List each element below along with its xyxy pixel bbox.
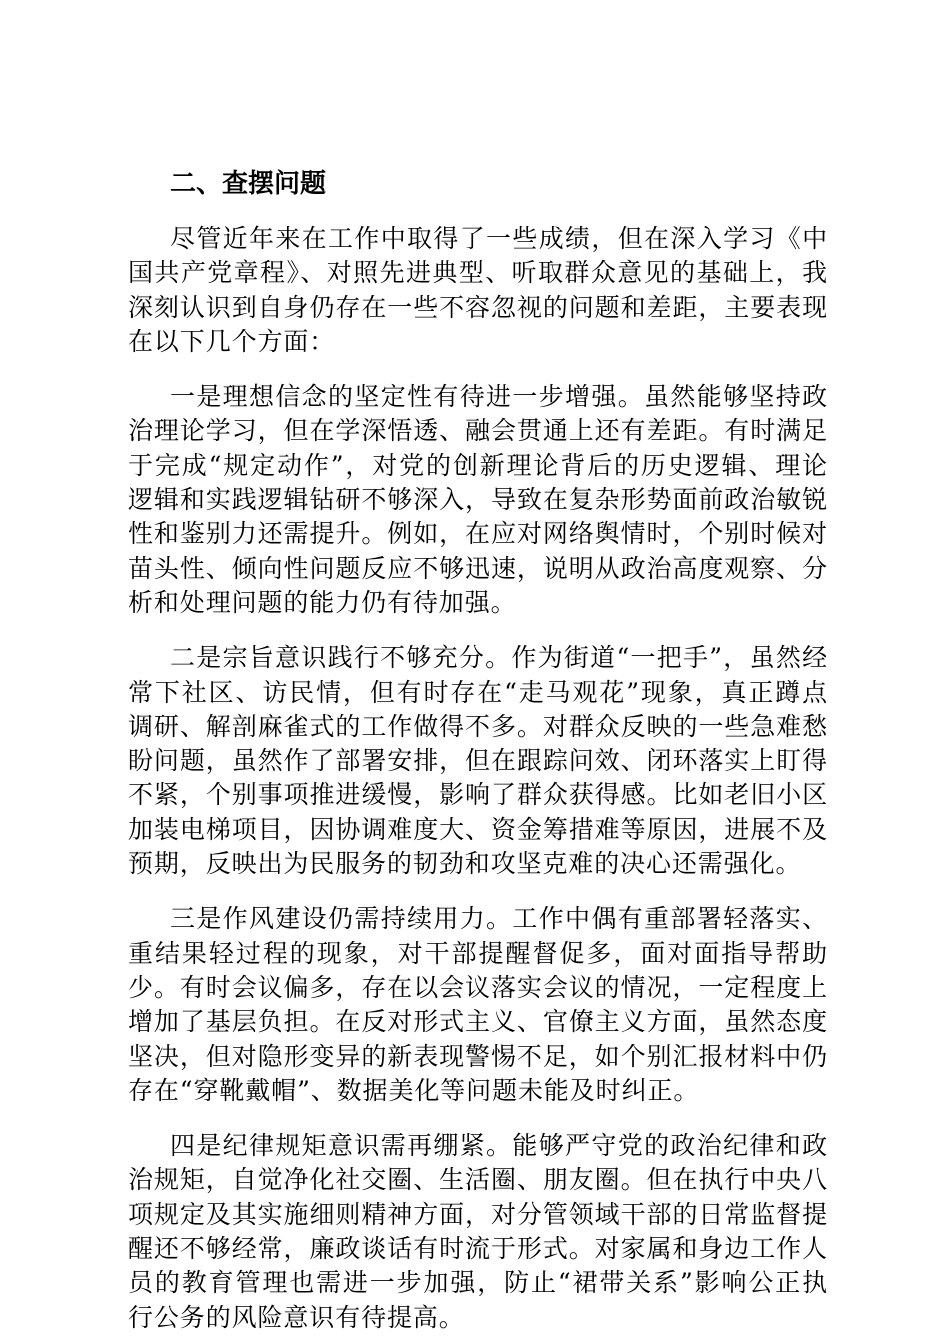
issue-paragraph-2: 二是宗旨意识践行不够充分。作为街道“一把手”，虽然经常下社区、访民情，但有时存在“走马观花”现象，真正蹲点调研、解剖麻雀式的工作做得不多。对群众反映的一些急难愁盼问题，虽然作了部署安排，但在跟踪问效、闭环落实上盯得不紧，个别事项推进缓慢，影响了群众获得感。比如老旧小区加装电梯项目，因协调难度大、资金筹措难等原因，进展不及预期，反映出为民服务的韧劲和攻坚克难的决心还需强化。 [128, 643, 828, 879]
issue-paragraph-4: 四是纪律规矩意识需再绷紧。能够严守党的政治纪律和政治规矩，自觉净化社交圈、生活圈、朋友圈。但在执行中央八项规定及其实施细则精神方面，对分管领域干部的日常监督提醒还不够经常，廉政谈话有时流于形式。对家属和身边工作人员的教育管理也需进一步加强，防止“裙带关系”影响公正执行公务的风险意识有待提高。 [128, 1131, 828, 1332]
document-body [128, 166, 828, 1335]
issue-paragraph-1: 一是理想信念的坚定性有待进一步增强。虽然能够坚持政治理论学习，但在学深悟透、融会贯通上还有差距。有时满足于完成“规定动作”，对党的创新理论背后的历史逻辑、理论逻辑和实践逻辑钻研不够深入，导致在复杂形势面前政治敏锐性和鉴别力还需提升。例如，在应对网络舆情时，个别时候对苗头性、倾向性问题反应不够迅速，说明从政治高度观察、分析和处理问题的能力仍有待加强。 [128, 382, 828, 617]
issue-paragraph-3: 三是作风建设仍需持续用力。工作中偶有重部署轻落实、重结果轻过程的现象，对干部提醒督促多，面对面指导帮助少。有时会议偏多，存在以会议落实会议的情况，一定程度上增加了基层负担。在反对形式主义、官僚主义方面，虽然态度坚决，但对隐形变异的新表现警惕不足，如个别汇报材料中仍存在“穿靴戴帽”、数据美化等问题未能及时纠正。 [128, 904, 828, 1105]
intro-paragraph: 尽管近年来在工作中取得了一些成绩，但在深入学习《中国共产党章程》、对照先进典型、听取群众意见的基础上，我深刻认识到自身仍存在一些不容忽视的问题和差距，主要表现在以下几个方面： [128, 224, 828, 356]
section-heading: 二、查摆问题 [170, 169, 327, 199]
